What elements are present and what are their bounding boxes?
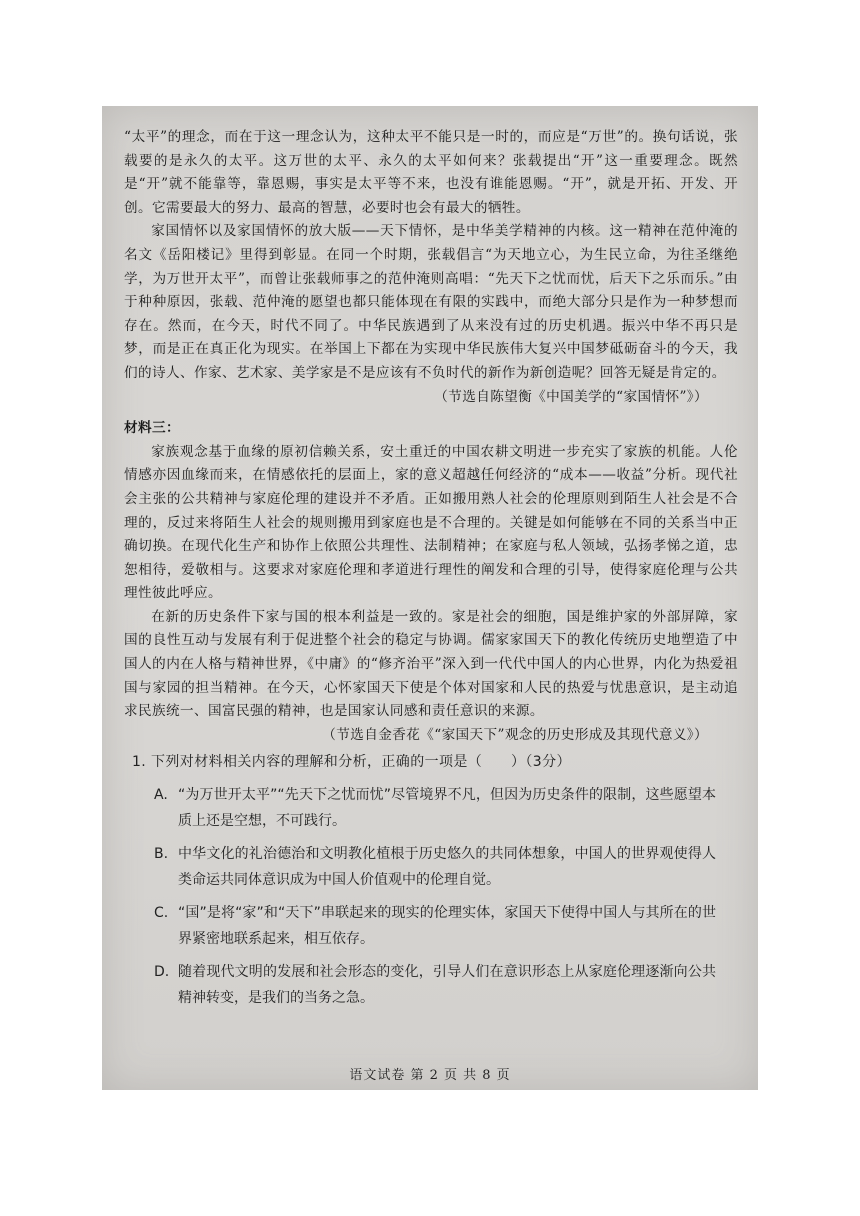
exam-page: [102, 106, 758, 1090]
passage-paragraph-4: 在新的历史条件下家与国的根本利益是一致的。家是社会的细胞，国是维护家的外部屏障，家国的良性互动与发展有利于促进整个社会的稳定与协调。儒家家国天下的教化传统历史地塑造了中国人的内在人格与精神世界，《中庸》的“修齐治平”深入到一代代中国人的内心世界，内化为热爱祖国与家园的担当精神。在今天，心怀家国天下使是个体对国家和人民的热爱与忧患意识，是主动追求民族统一、国富民强的精神，也是国家认同感和责任意识的来源。: [124, 608, 738, 720]
material-three-heading: 材料三：: [124, 420, 180, 437]
question-1: [124, 749, 738, 1011]
option-key: D.: [154, 964, 170, 981]
option-key: C.: [154, 905, 169, 922]
option-key: B.: [154, 846, 169, 863]
option-text: “为万世开太平”“先天下之忧而忧”尽管境界不凡，但因为历史条件的限制，这些愿望本质上还是空想，不可践行。: [178, 787, 716, 830]
option-text: 随着现代文明的发展和社会形态的变化，引导人们在意识形态上从家庭伦理逐渐向公共精神转变，是我们的当务之急。: [178, 964, 716, 1007]
option-b[interactable]: [154, 841, 738, 893]
page-footer: 语文试卷 第 2 页 共 8 页: [349, 1068, 511, 1083]
option-a[interactable]: [154, 782, 738, 834]
passage-paragraph-2: 家国情怀以及家国情怀的放大版——天下情怀，是中华美学精神的内核。这一精神在范仲淹的名文《岳阳楼记》里得到彰显。在同一个时期，张载倡言“为天地立心，为生民立命，为往圣继绝学，为万世开太平”，而曾让张载师事之的范仲淹则高唱：“先天下之忧而忧，后天下之乐而乐。”由于种种原因，张载、范仲淹的愿望也都只能体现在有限的实践中，而绝大部分只是作为一种梦想而存在。然而，在今天，时代不同了。中华民族遇到了从来没有过的历史机遇。振兴中华不再只是梦，而是正在真正化为现实。在举国上下都在为实现中华民族伟大复兴中国梦砥砺奋斗的今天，我们的诗人、作家、艺术家、美学家是不是应该有不负时代的新作为新创造呢？回答无疑是肯定的。: [124, 223, 738, 381]
option-key: A.: [154, 787, 168, 804]
option-text: 中华文化的礼治德治和文明教化植根于历史悠久的共同体想象，中国人的世界观使得人类命运共同体意识成为中国人价值观中的伦理自觉。: [178, 846, 716, 889]
option-text: “国”是将“家”和“天下”串联起来的现实的伦理实体，家国天下使得中国人与其所在的世界紧密地联系起来，相互依存。: [178, 905, 716, 948]
page-content: [124, 126, 738, 1011]
option-c[interactable]: [154, 900, 738, 952]
passage-paragraph-3: 家族观念基于血缘的原初信赖关系，安土重迁的中国农耕文明进一步充实了家族的机能。人伦情感亦因血缘而来，在情感依托的层面上，家的意义超越任何经济的“成本——收益”分析。现代社会主张的公共精神与家庭伦理的建设并不矛盾。正如搬用熟人社会的伦理原则到陌生人社会是不合理的，反过来将陌生人社会的规则搬用到家庭也是不合理的。关键是如何能够在不同的关系当中正确切换。在现代化生产和协作上依照公共理性、法制精神；在家庭与私人领域，弘扬孝悌之道，忠恕相待，爱敬相与。这要求对家庭伦理和孝道进行理性的阐发和合理的引导，使得家庭伦理与公共理性彼此呼应。: [124, 443, 738, 602]
option-d[interactable]: [154, 959, 738, 1011]
source-citation-2: （节选自金香花《“家国天下”观念的历史形成及其现代意义》）: [322, 726, 708, 743]
source-citation-1: （节选自陈望衡《中国美学的“家国情怀”》）: [434, 388, 708, 405]
passage-paragraph-1: “太平”的理念，而在于这一理念认为，这种太平不能只是一时的，而应是“万世”的。换句话说，张载要的是永久的太平。这万世的太平、永久的太平如何来？张载提出“开”这一重要理念。既然是“开”就不能靠等，靠恩赐，事实是太平等不来，也没有谁能恩赐。“开”，就是开拓、开发、开创。它需要最大的努力、最高的智慧，必要时也会有最大的牺牲。: [124, 129, 738, 216]
question-stem: 1. 下列对材料相关内容的理解和分析，正确的一项是（ ）（3分）: [132, 754, 571, 771]
